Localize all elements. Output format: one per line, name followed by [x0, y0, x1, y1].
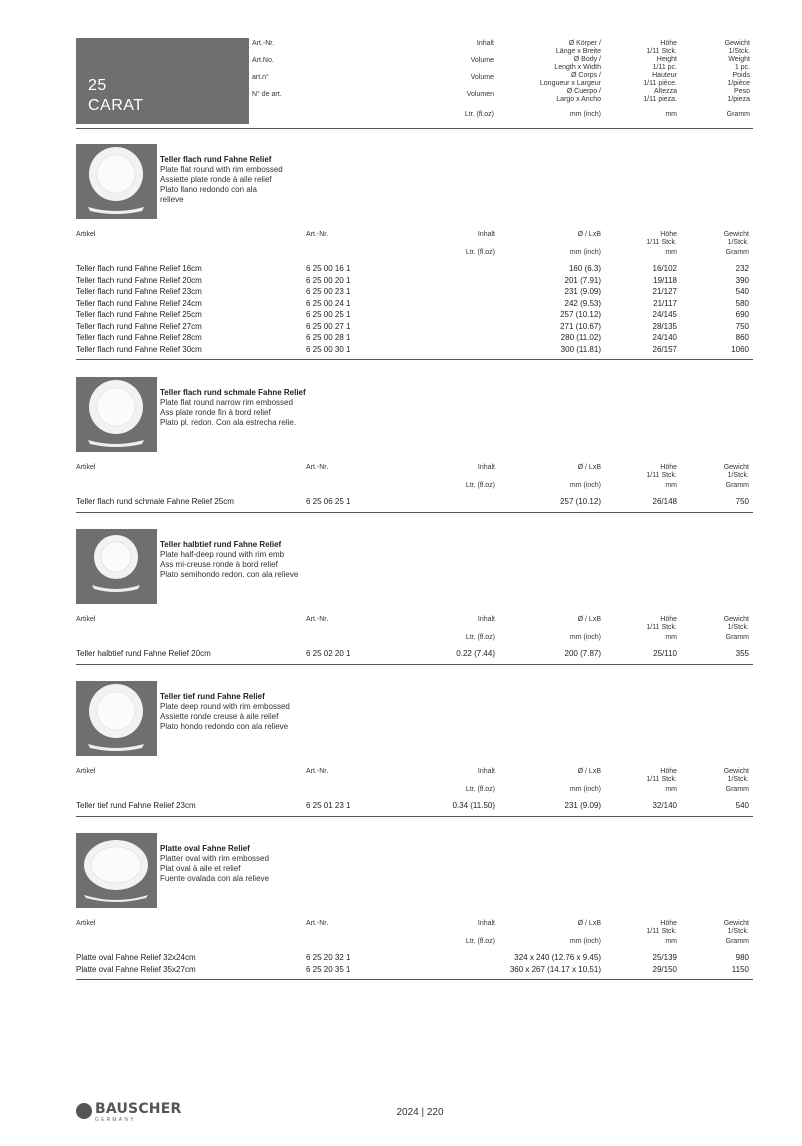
column-header-height [646, 768, 677, 784]
product-table [76, 649, 753, 661]
cell-dimension: 360 x 267 (14.17 x 10.51) [509, 964, 601, 974]
cell-artnr: 6 25 20 32 1 [306, 953, 351, 962]
cell-article: Teller halbtief rund Fahne Relief 20cm [76, 649, 211, 658]
cell-dimension: 324 x 240 (12.76 x 9.45) [514, 953, 601, 962]
cell-height: 24/145 [652, 310, 677, 319]
cell-height: 28/135 [652, 321, 677, 331]
column-header-weight [724, 920, 749, 936]
cell-weight: 1060 [731, 344, 749, 354]
section-divider [76, 979, 753, 980]
cell-weight: 232 [735, 264, 749, 273]
cell-height: 29/150 [652, 964, 677, 974]
cell-artnr: 6 25 00 28 1 [306, 333, 351, 342]
product-translation: Ass mi-creuse ronde à bord relief [160, 560, 278, 569]
header-label: Ø Body / [573, 56, 601, 63]
header-label: Poids [732, 72, 750, 79]
table-row [76, 322, 753, 334]
unit-height: mm [665, 634, 677, 641]
cell-dimension: 160 (6.3) [568, 264, 601, 273]
cell-weight: 750 [735, 321, 749, 331]
cell-article: Platte oval Fahne Relief 35x27cm [76, 964, 196, 974]
section-divider [76, 359, 753, 360]
cell-weight: 540 [735, 801, 749, 810]
column-header-inhalt: Inhalt [477, 464, 495, 471]
product-translation: Plato pl. redon. Con ala estrecha relie. [160, 418, 297, 427]
header-label: Weight [728, 56, 750, 63]
product-table [76, 801, 753, 813]
column-header-label: Höhe [660, 464, 677, 471]
header-label: Hauteur [652, 72, 677, 79]
brand-emblem-icon [76, 1103, 92, 1119]
cell-height: 25/139 [652, 953, 677, 962]
cell-weight: 580 [735, 298, 749, 308]
cell-weight: 540 [735, 287, 749, 296]
cell-artnr: 6 25 00 23 1 [306, 287, 351, 296]
header-label: Longueur x Largeur [539, 80, 601, 87]
header-label: Largo x Ancho [556, 96, 601, 103]
header-label: Länge x Breite [555, 48, 601, 55]
product-table [76, 264, 753, 356]
product-translation: Plato hondo redondo con ala relieve [160, 722, 289, 731]
cell-weight: 690 [735, 310, 749, 319]
product-section [76, 377, 753, 506]
header-unit-inhalt: Ltr. (fl.oz) [464, 111, 494, 118]
unit-dimension: mm (inch) [569, 482, 601, 489]
column-header-weight [724, 231, 749, 247]
column-header-sublabel: 1/11 Stck. [646, 928, 677, 935]
header-label: Length x Width [554, 64, 601, 71]
cell-dimension: 257 (10.12) [560, 497, 601, 506]
column-header-sublabel: 1/Stck. [727, 776, 749, 783]
header-label: art.n° [252, 74, 269, 81]
unit-height: mm [665, 938, 677, 945]
column-header-sublabel: 1/Stck. [727, 472, 749, 479]
product-description [160, 388, 400, 428]
unit-dimension: mm (inch) [569, 634, 601, 641]
cell-article: Teller flach rund schmale Fahne Relief 25cm [76, 497, 234, 506]
column-header-artnr: Art.-Nr. [306, 464, 329, 471]
table-row [76, 287, 753, 299]
product-title: Teller flach rund Fahne Relief [160, 155, 272, 164]
product-translation: relieve [160, 195, 184, 204]
section-divider [76, 816, 753, 817]
column-header-label: Höhe [660, 768, 677, 775]
table-row [76, 276, 753, 288]
product-translation: Plate flat round with rim embossed [160, 165, 283, 174]
product-title: Teller flach rund schmale Fahne Relief [160, 388, 306, 397]
header-height-labels [604, 40, 677, 104]
column-header-artnr: Art.-Nr. [306, 920, 329, 927]
unit-dimension: mm (inch) [569, 249, 601, 256]
header-label: 1/Stck. [728, 48, 750, 55]
header-label: Volume [470, 74, 494, 81]
cell-artnr: 6 25 00 16 1 [306, 264, 351, 273]
cell-article: Teller flach rund Fahne Relief 27cm [76, 321, 202, 331]
cell-artnr: 6 25 00 20 1 [306, 275, 351, 285]
cell-weight: 980 [735, 953, 749, 962]
column-header-label: Gewicht [723, 768, 749, 775]
header-inhalt-labels [400, 40, 494, 108]
header-unit-dimension: mm (inch) [569, 111, 601, 118]
product-translation: Fuente ovalada con ala relieve [160, 874, 269, 883]
cell-dimension: 231 (9.09) [564, 801, 601, 810]
column-header-sublabel: 1/Stck. [727, 239, 749, 246]
product-title: Teller tief rund Fahne Relief [160, 692, 265, 701]
cell-dimension: 231 (9.09) [564, 287, 601, 296]
product-translation: Plato llano redondo con ala [160, 185, 257, 194]
header-label: 1 pc. [734, 64, 750, 71]
column-header-artnr: Art.-Nr. [306, 768, 329, 775]
product-image [76, 377, 157, 452]
cell-dimension: 200 (7.87) [564, 649, 601, 658]
column-header-artikel: Artikel [76, 768, 96, 775]
cell-article: Teller tief rund Fahne Relief 23cm [76, 801, 196, 810]
unit-inhalt: Ltr. (fl.oz) [465, 249, 495, 256]
unit-inhalt: Ltr. (fl.oz) [465, 786, 495, 793]
column-header-label: Gewicht [723, 464, 749, 471]
cell-article: Teller flach rund Fahne Relief 23cm [76, 287, 202, 296]
header-label: Altezza [654, 88, 677, 95]
header-dimension-labels [500, 40, 601, 104]
header-label: 1/pieza [727, 96, 750, 103]
product-translation: Plato semihondo redon. con ala relieve [160, 570, 299, 579]
cell-article: Teller flach rund Fahne Relief 30cm [76, 344, 202, 354]
product-translation: Plate half-deep round with rim emb [160, 550, 285, 559]
header-label: Art.-Nr. [252, 40, 275, 47]
unit-inhalt: Ltr. (fl.oz) [465, 938, 495, 945]
column-header-label: Gewicht [723, 616, 749, 623]
table-row [76, 345, 753, 357]
product-image [76, 144, 157, 219]
cell-weight: 750 [735, 497, 749, 506]
header-label: Volumen [466, 91, 494, 98]
column-header-inhalt: Inhalt [477, 231, 495, 238]
unit-weight: Gramm [725, 482, 749, 489]
header-unit-weight: Gramm [726, 111, 750, 118]
cell-dimension: 201 (7.91) [564, 275, 601, 285]
product-image [76, 833, 157, 908]
unit-weight: Gramm [725, 249, 749, 256]
column-header-artnr: Art.-Nr. [306, 616, 329, 623]
product-image [76, 529, 157, 604]
product-description [160, 540, 400, 580]
header-label: Art.No. [252, 57, 274, 64]
unit-height: mm [665, 786, 677, 793]
header-label: 1/pièce [727, 80, 750, 87]
column-header-inhalt: Inhalt [477, 616, 495, 623]
product-translation: Assiette plate ronde à aile relief [160, 175, 272, 184]
column-header-artnr: Art.-Nr. [306, 231, 329, 238]
header-label: Ø Körper / [568, 40, 601, 47]
cell-dimension: 300 (11.81) [560, 344, 601, 354]
cell-height: 16/102 [652, 264, 677, 273]
table-row [76, 333, 753, 345]
page-number: 2024 | 220 [396, 1107, 444, 1118]
column-header-dimension: Ø / LxB [577, 231, 601, 238]
column-header-sublabel: 1/Stck. [727, 624, 749, 631]
cell-weight: 1150 [731, 964, 749, 974]
header-weight-labels [680, 40, 750, 104]
column-header-dimension: Ø / LxB [577, 616, 601, 623]
header-label: Höhe [660, 40, 677, 47]
cell-article: Teller flach rund Fahne Relief 24cm [76, 298, 202, 308]
header-label: Peso [734, 88, 750, 95]
column-header-dimension: Ø / LxB [577, 464, 601, 471]
cell-artnr: 6 25 20 35 1 [306, 964, 351, 974]
cell-artnr: 6 25 00 25 1 [306, 310, 351, 319]
table-row [76, 953, 753, 965]
header-divider [76, 128, 753, 129]
table-row [76, 264, 753, 276]
section-divider [76, 664, 753, 665]
cell-height: 26/148 [652, 497, 677, 506]
column-header-label: Höhe [660, 231, 677, 238]
column-header-sublabel: 1/11 Stck. [646, 624, 677, 631]
header-artnr-labels [252, 40, 282, 108]
table-row [76, 965, 753, 977]
column-header-artikel: Artikel [76, 920, 96, 927]
product-translation: Platter oval with rim embossed [160, 854, 269, 863]
product-description [160, 155, 400, 205]
product-translation: Assiette ronde creuse à aile relief [160, 712, 279, 721]
cell-artnr: 6 25 01 23 1 [306, 801, 351, 810]
column-header-height [646, 616, 677, 632]
column-header-label: Höhe [660, 616, 677, 623]
cell-weight: 860 [735, 333, 749, 342]
header-label: Ø Cuerpo / [566, 88, 601, 95]
column-header-label: Höhe [660, 920, 677, 927]
product-translation: Ass plate ronde fin à bord relief [160, 408, 271, 417]
product-image [76, 681, 157, 756]
header-label: 1/11 pc. [652, 64, 677, 71]
column-header-weight [724, 464, 749, 480]
cell-height: 19/118 [653, 275, 677, 285]
column-header-sublabel: 1/11 Stck. [646, 472, 677, 479]
column-header-height [646, 920, 677, 936]
cell-dimension: 242 (9.53) [564, 298, 601, 308]
column-header-inhalt: Inhalt [477, 920, 495, 927]
product-section [76, 833, 753, 974]
header-label: 1/11 pièce. [643, 80, 677, 87]
catalog-section-box [76, 38, 249, 124]
column-header-label: Gewicht [723, 231, 749, 238]
brand-subtitle: GERMANY [95, 1117, 136, 1123]
column-header-weight [724, 616, 749, 632]
header-label: N° de art. [252, 91, 282, 98]
cell-height: 26/157 [652, 344, 677, 354]
column-header-dimension: Ø / LxB [577, 920, 601, 927]
brand-logo [76, 1101, 196, 1125]
column-header-weight [724, 768, 749, 784]
header-label: Ø Corps / [571, 72, 601, 79]
header-label: Height [656, 56, 677, 63]
table-row [76, 299, 753, 311]
column-header-height [646, 231, 677, 247]
unit-inhalt: Ltr. (fl.oz) [465, 482, 495, 489]
cell-artnr: 6 25 02 20 1 [306, 649, 351, 658]
column-header-sublabel: 1/11 Stck. [646, 239, 677, 246]
product-title: Teller halbtief rund Fahne Relief [160, 540, 282, 549]
product-description [160, 844, 400, 884]
product-table [76, 953, 753, 976]
column-header-label: Gewicht [723, 920, 749, 927]
cell-article: Teller flach rund Fahne Relief 20cm [76, 275, 202, 285]
unit-weight: Gramm [725, 786, 749, 793]
cell-artnr: 6 25 06 25 1 [306, 497, 351, 506]
section-number: 25 [88, 77, 107, 94]
table-row [76, 497, 753, 509]
cell-inhalt: 0.34 (11.50) [452, 801, 495, 810]
unit-weight: Gramm [725, 634, 749, 641]
cell-weight: 390 [735, 275, 749, 285]
unit-weight: Gramm [725, 938, 749, 945]
product-description [160, 692, 400, 732]
cell-article: Platte oval Fahne Relief 32x24cm [76, 953, 196, 962]
column-header-sublabel: 1/Stck. [727, 928, 749, 935]
cell-article: Teller flach rund Fahne Relief 25cm [76, 310, 202, 319]
brand-name: BAUSCHER [95, 1101, 182, 1117]
column-header-dimension: Ø / LxB [577, 768, 601, 775]
product-translation: Plate flat round narrow rim embossed [160, 398, 293, 407]
cell-height: 25/110 [653, 649, 677, 658]
cell-artnr: 6 25 00 27 1 [306, 321, 351, 331]
column-header-artikel: Artikel [76, 231, 96, 238]
cell-dimension: 280 (11.02) [560, 333, 601, 342]
cell-height: 32/140 [652, 801, 677, 810]
cell-dimension: 271 (10.67) [560, 321, 601, 331]
cell-article: Teller flach rund Fahne Relief 28cm [76, 333, 202, 342]
column-header-inhalt: Inhalt [477, 768, 495, 775]
product-translation: Plate deep round with rim embossed [160, 702, 290, 711]
column-header-artikel: Artikel [76, 464, 96, 471]
header-label: Volume [470, 57, 494, 64]
product-title: Platte oval Fahne Relief [160, 844, 250, 853]
header-label: Gewicht [724, 40, 750, 47]
product-translation: Plat oval à aile et relief [160, 864, 241, 873]
cell-height: 21/117 [653, 298, 677, 308]
cell-artnr: 6 25 00 24 1 [306, 298, 351, 308]
product-table [76, 497, 753, 509]
header-label: 1/11 pieza. [643, 96, 677, 103]
header-label: Inhalt [476, 40, 494, 47]
unit-dimension: mm (inch) [569, 786, 601, 793]
table-row [76, 649, 753, 661]
section-divider [76, 512, 753, 513]
product-section [76, 681, 753, 810]
unit-dimension: mm (inch) [569, 938, 601, 945]
cell-height: 24/140 [652, 333, 677, 342]
section-name: CARAT [88, 97, 144, 114]
product-section [76, 529, 753, 658]
cell-height: 21/127 [652, 287, 677, 296]
unit-height: mm [665, 249, 677, 256]
cell-weight: 355 [735, 649, 749, 658]
column-header-artikel: Artikel [76, 616, 96, 623]
table-row [76, 310, 753, 322]
product-section [76, 144, 753, 354]
header-unit-height: mm [665, 111, 677, 118]
cell-artnr: 6 25 00 30 1 [306, 344, 351, 354]
cell-dimension: 257 (10.12) [560, 310, 601, 319]
unit-height: mm [665, 482, 677, 489]
cell-inhalt: 0.22 (7.44) [456, 649, 495, 658]
column-header-height [646, 464, 677, 480]
cell-article: Teller flach rund Fahne Relief 16cm [76, 264, 202, 273]
column-header-sublabel: 1/11 Stck. [646, 776, 677, 783]
header-label: 1/11 Stck. [646, 48, 677, 55]
unit-inhalt: Ltr. (fl.oz) [465, 634, 495, 641]
table-row [76, 801, 753, 813]
